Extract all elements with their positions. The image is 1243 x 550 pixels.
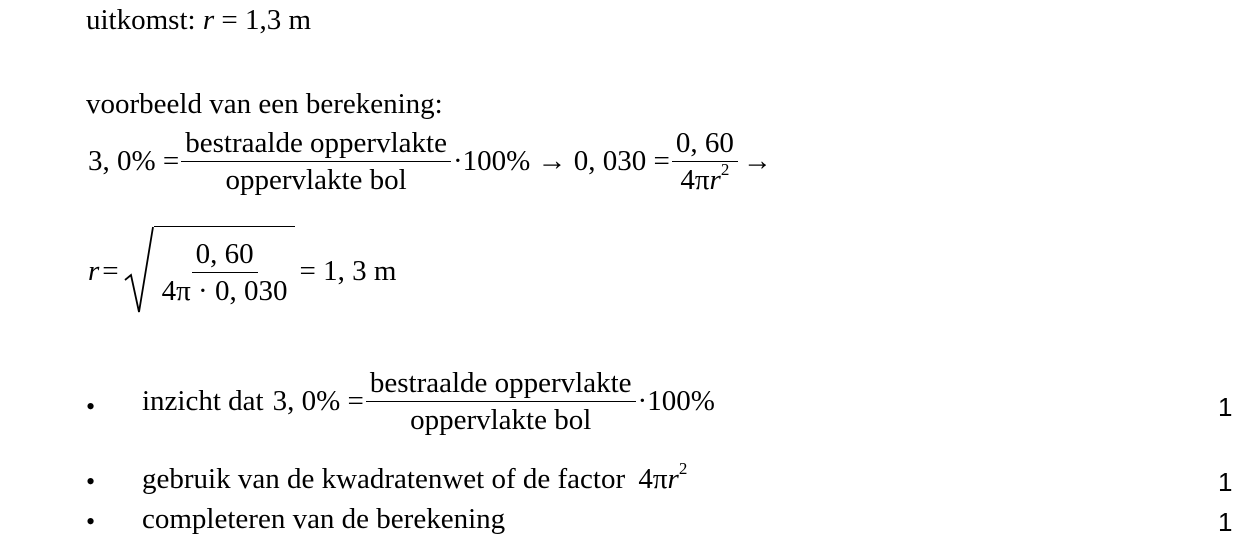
eq2-numerator: 0, 60 — [192, 239, 258, 273]
criterion-1-text: inzicht dat — [142, 385, 264, 418]
criterion-1-bullet: • — [86, 392, 96, 421]
equation-radius — [88, 226, 396, 316]
criterion-2-math-pre: 4π — [638, 463, 668, 495]
eq1-fraction-area — [181, 128, 451, 196]
eq1-frac2-den-var: r — [709, 164, 721, 197]
criterion-3-text: completeren van de berekening — [142, 503, 506, 535]
criterion-2 — [142, 459, 688, 496]
result-line — [86, 4, 311, 37]
criterion-2-math — [638, 459, 688, 495]
criterion-2-bullet: • — [86, 467, 96, 496]
criterion-1-points: 1 — [1218, 392, 1233, 422]
eq1-frac2-numerator: 0, 60 — [672, 128, 738, 162]
criterion-2-text: gebruik van de kwadratenwet of de factor — [142, 463, 626, 495]
criterion-2-math-exp: 2 — [678, 459, 688, 478]
eq1-frac2-den-pre: 4π — [680, 164, 710, 197]
eq1-frac2-den-exp: 2 — [720, 160, 730, 180]
eq1-tail-arrow: → — [742, 145, 772, 178]
eq2-variable: r — [88, 254, 100, 287]
eq1-fraction-sphere — [672, 128, 738, 196]
eq1-lhs: 3, 0% = — [88, 145, 180, 178]
eq1-middle: ·100% → 0, 030 = — [452, 145, 670, 178]
criterion-1-denominator: oppervlakte bol — [410, 404, 592, 437]
square-root-icon — [124, 226, 154, 316]
criterion-1-numerator: bestraalde oppervlakte — [366, 368, 636, 402]
eq2-sqrt-body — [154, 226, 296, 316]
criterion-1 — [142, 368, 715, 436]
criterion-3-points: 1 — [1218, 507, 1233, 537]
eq1-frac1-denominator: oppervlakte bol — [225, 164, 407, 197]
eq2-fraction — [158, 239, 292, 307]
eq2-equals: = — [102, 254, 119, 287]
example-heading: voorbeeld van een berekening: — [86, 88, 443, 120]
criterion-1-fraction — [366, 368, 636, 436]
criterion-1-tail: ·100% — [637, 385, 715, 418]
result-value: = 1,3 m — [214, 4, 312, 36]
eq2-denominator: 4π · 0, 030 — [161, 275, 288, 307]
result-variable: r — [202, 4, 215, 36]
criterion-1-lhs: 3, 0% = — [272, 385, 364, 418]
eq2-square-root — [124, 226, 296, 316]
criterion-2-math-var: r — [667, 463, 679, 495]
equation-percentage — [88, 128, 775, 196]
result-label: uitkomst: — [86, 4, 196, 36]
eq1-frac2-denominator — [676, 162, 733, 195]
criterion-2-points: 1 — [1218, 467, 1233, 497]
eq2-rhs: = 1, 3 m — [299, 254, 397, 287]
eq1-frac1-numerator: bestraalde oppervlakte — [181, 128, 451, 162]
criterion-3-bullet: • — [86, 507, 96, 536]
